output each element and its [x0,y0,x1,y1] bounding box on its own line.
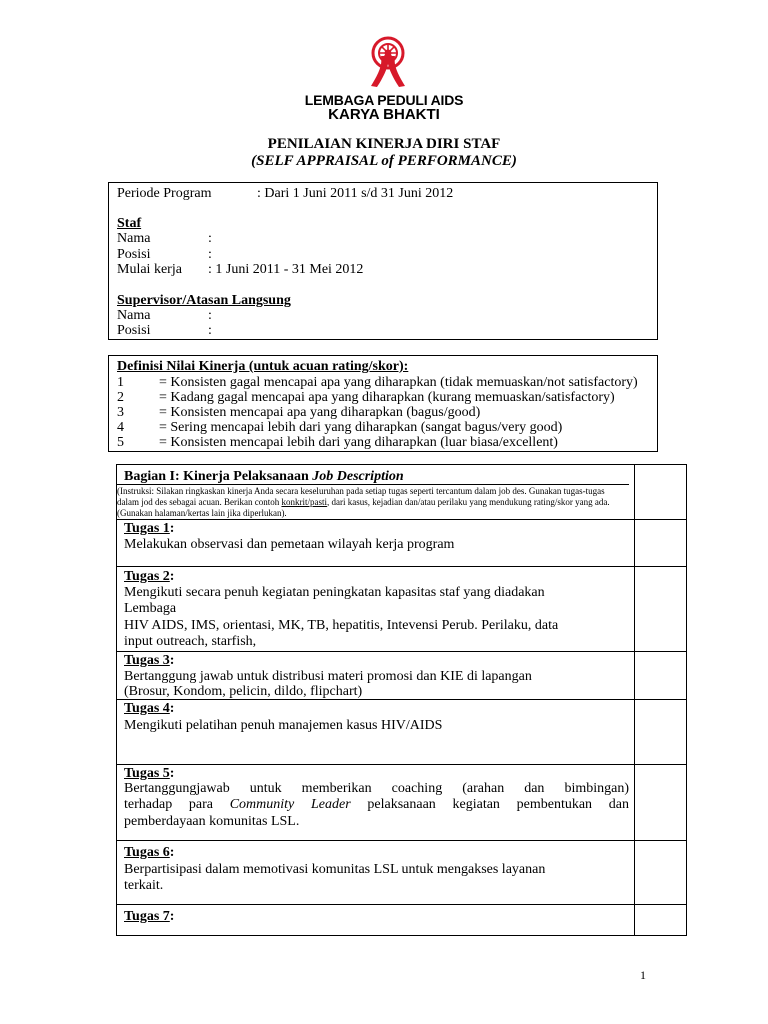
tugas-label-text: Tugas 1 [124,521,170,536]
tugas-5-line: Bertanggungjawab untuk memberikan coaching (arahan dan bimbingan) [124,781,629,796]
definisi-num: 2 [117,390,124,405]
ribbon-logo-icon [365,36,411,88]
tugas-label-text: Tugas 2 [124,569,170,584]
tugas-2-line: Lembaga [124,601,177,616]
program-info-box [108,182,658,340]
row-divider [117,566,686,567]
definisi-num: 5 [117,435,124,450]
tugas-label-text: Tugas 3 [124,653,170,668]
instruction-part: (Instruksi: Silakan ringkaskan kinerja Anda secara keseluruhan pada setiap tugas seperti tercantum dalam job des. Gunakan tugas-tugas dalam jod des sebagai acuan. Berikan contoh [117,486,605,507]
definisi-text: = Konsisten gagal mencapai apa yang diharapkan (tidak memuaskan/not satisfactory) [159,375,638,390]
tugas-6-line: Berpartisipasi dalam memotivasi komunitas LSL untuk mengakses layanan [124,862,546,877]
staf-mulai-label: Mulai kerja [117,262,182,277]
tugas-6-line: terkait. [124,878,164,893]
tugas-3-label: Tugas 3: [124,653,175,668]
instruction-emphasis: konkrit/pasti [281,497,327,507]
definisi-num: 4 [117,420,124,435]
definisi-num: 3 [117,405,124,420]
tugas-2-line: input outreach, starfish, [124,634,257,649]
staf-posisi-value: : [208,247,212,262]
tugas-3-line: Bertanggung jawab untuk distribusi materi promosi dan KIE di lapangan [124,669,532,684]
tugas-label-text: Tugas 6 [124,845,170,860]
bagian-heading-italic: Job Description [312,469,404,484]
page-title: PENILAIAN KINERJA DIRI STAF [267,136,501,152]
row-divider [117,764,686,765]
tugas-2-label: Tugas 2: [124,569,175,584]
supervisor-nama-label: Nama [117,308,151,323]
tugas-1-label: Tugas 1: [124,521,175,536]
supervisor-nama-value: : [208,308,212,323]
staf-mulai-value: : 1 Juni 2011 - 31 Mei 2012 [208,262,364,277]
row-divider [117,904,686,905]
tugas-2-line: Mengikuti secara penuh kegiatan peningkatan kapasitas staf yang diadakan [124,585,545,600]
definisi-heading: Definisi Nilai Kinerja (untuk acuan rating/skor): [117,359,409,374]
tugas-label-text: Tugas 4 [124,701,170,716]
job-description-table [116,464,687,936]
tugas-4-text: Mengikuti pelatihan penuh manajemen kasus HIV/AIDS [124,718,443,733]
row-divider [117,651,686,652]
periode-label: Periode Program [117,186,212,201]
bagian-heading-prefix: Bagian I: Kinerja Pelaksanaan [124,469,313,484]
org-name-line1: LEMBAGA PEDULI AIDS [304,92,464,108]
tugas-label-text: Tugas 7 [124,909,170,924]
tugas-7-label: Tugas 7: [124,909,175,924]
supervisor-heading: Supervisor/Atasan Langsung [117,293,291,308]
tugas-5-italic: Community Leader [229,797,351,812]
definisi-text: = Sering mencapai lebih dari yang diharapkan (sangat bagus/very good) [159,420,563,435]
tugas-5-part: terhadap para [124,797,230,812]
heading-underline [117,484,629,485]
definisi-text: = Konsisten mencapai lebih dari yang diharapkan (luar biasa/excellent) [159,435,558,450]
tugas-3-line: (Brosur, Kondom, pelicin, dildo, flipchart) [124,684,363,699]
instruction-part: , dari kasus, kejadian dan/atau perilaku yang mendukung rating/skor yang ada. (Gunakan halaman/kertas lain jika diperlukan). [117,497,610,518]
org-name-line2: KARYA BHAKTI [328,106,440,123]
tugas-5-line [124,797,629,812]
page-subtitle: (SELF APPRAISAL of PERFORMANCE) [251,153,517,169]
tugas-5-label: Tugas 5: [124,766,175,781]
score-column-divider [634,465,635,935]
bagian-heading [124,469,404,484]
row-divider [117,840,686,841]
rating-definition-box [108,355,658,452]
row-divider [117,699,686,700]
supervisor-posisi-label: Posisi [117,323,151,338]
staf-posisi-label: Posisi [117,247,151,262]
staf-nama-label: Nama [117,231,151,246]
tugas-6-label: Tugas 6: [124,845,175,860]
tugas-2-line: HIV AIDS, IMS, orientasi, MK, TB, hepatitis, Intevensi Perub. Perilaku, data [124,618,559,633]
tugas-label-text: Tugas 5 [124,766,170,781]
tugas-5-part: pelaksanaan kegiatan pembentukan dan [350,797,629,812]
tugas-5-line: pemberdayaan komunitas LSL. [124,814,300,829]
tugas-1-text: Melakukan observasi dan pemetaan wilayah kerja program [124,537,455,552]
staf-nama-value: : [208,231,212,246]
supervisor-posisi-value: : [208,323,212,338]
row-divider [117,519,686,520]
staf-heading: Staf [117,216,142,231]
instruction-text [117,486,627,519]
periode-value: : Dari 1 Juni 2011 s/d 31 Juni 2012 [257,186,454,201]
definisi-num: 1 [117,375,124,390]
tugas-4-label: Tugas 4: [124,701,175,716]
page-number: 1 [640,968,646,982]
definisi-text: = Kadang gagal mencapai apa yang diharapkan (kurang memuaskan/satisfactory) [159,390,615,405]
definisi-text: = Konsisten mencapai apa yang diharapkan (bagus/good) [159,405,481,420]
